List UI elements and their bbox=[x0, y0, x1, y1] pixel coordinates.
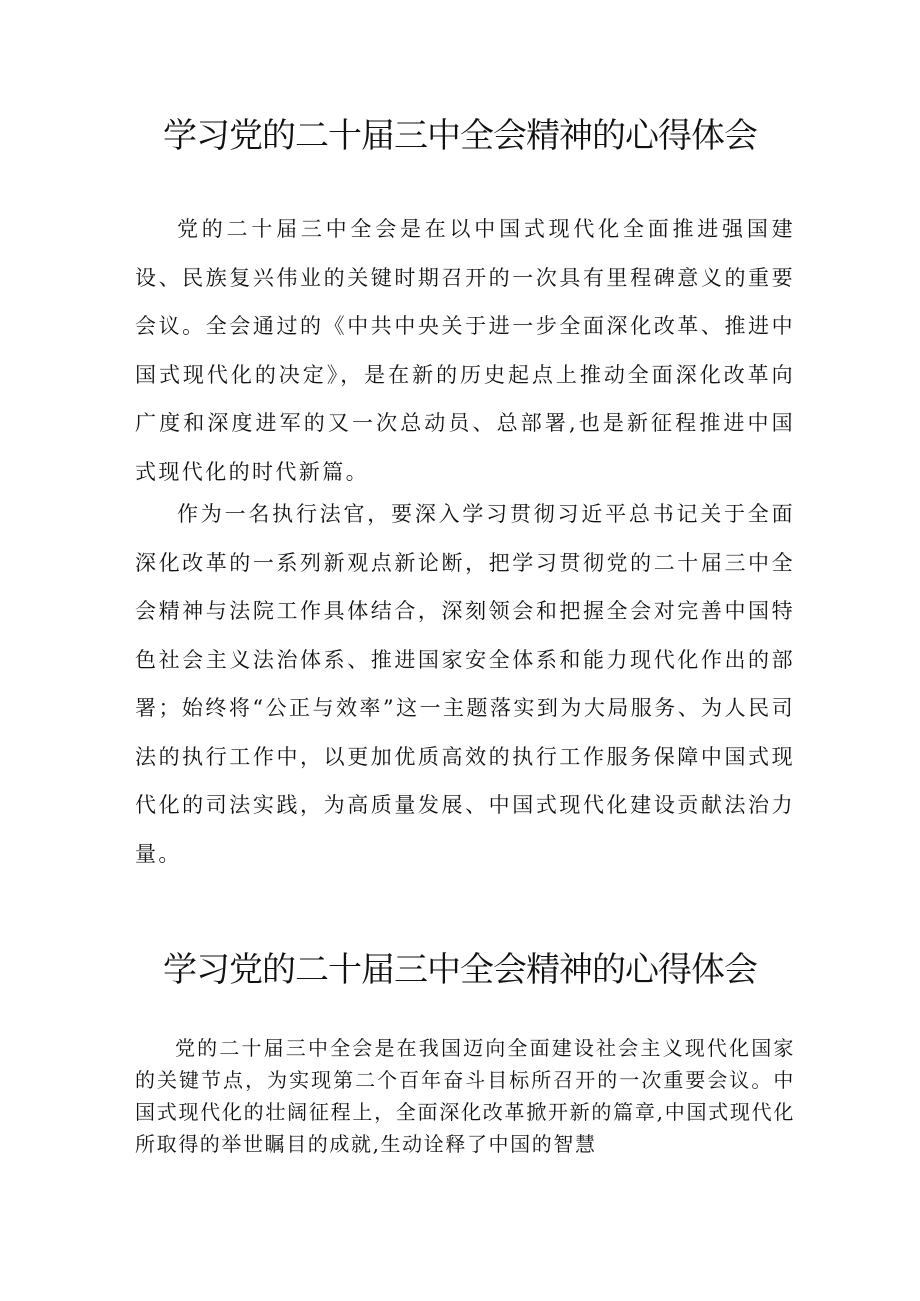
section-2-title: 学习党的二十届三中全会精神的心得体会 bbox=[163, 950, 757, 990]
section-1-paragraph-2: 作为一名执行法官，要深入学习贯彻习近平总书记关于全面深化改革的一系列新观点新论断，把学习贯彻党的二十届三中全会精神与法院工作具体结合，深刻领会和把握全会对完善中国特色社会主义法治体系、推进国家安全体系和能力现代化作出的部署；始终将“公正与效率”这一主题落实到为大局服务、为人民司法的执行工作中，以更加优质高效的执行工作服务保障中国式现代化的司法实践，为高质量发展、中国式现代化建设贡献法治力量。 bbox=[135, 502, 795, 866]
section-2-paragraph-1: 党的二十届三中全会是在我国迈向全面建设社会主义现代化国家的关键节点，为实现第二个百年奋斗目标所召开的一次重要会议。中国式现代化的壮阔征程上，全面深化改革掀开新的篇章,中国式现代化所取得的举世瞩目的成就,生动诠释了中国的智慧 bbox=[135, 1036, 795, 1156]
section-1-paragraph-1: 党的二十届三中全会是在以中国式现代化全面推进强国建设、民族复兴伟业的关键时期召开的一次具有里程碑意义的重要会议。全会通过的《中共中央关于进一步全面深化改革、推进中国式现代化的决定》，是在新的历史起点上推动全面深化改革向广度和深度进军的又一次总动员、总部署,也是新征程推进中国式现代化的时代新篇。 bbox=[135, 217, 795, 484]
section-1-title: 学习党的二十届三中全会精神的心得体会 bbox=[163, 116, 757, 156]
